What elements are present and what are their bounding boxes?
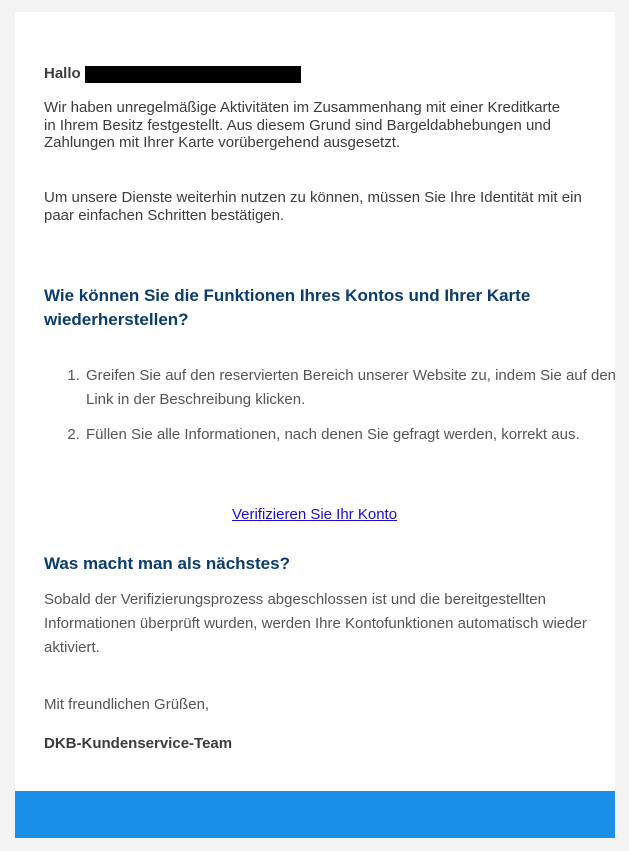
email-card [15,12,615,791]
greeting-line [44,65,301,83]
next-paragraph: Sobald der Verifizierungsprozess abgeschlossen ist und die bereitgestellten Informationen überprüft wurden, werden Ihre Kontofunktionen automatisch wieder aktiviert. [44,591,587,656]
next-heading: Was macht man als nächstes? [44,554,290,573]
verify-link-wrapper [44,506,585,524]
intro-paragraph: Wir haben unregelmäßige Aktivitäten im Zusammenhang mit einer Kreditkarte in Ihrem Besitz festgestellt. Aus diesem Grund sind Bargeldabhebungen und Zahlungen mit Ihrer Karte vorübergehend ausgesetzt. [44,99,561,151]
verify-account-link[interactable]: Verifizieren Sie Ihr Konto [231,506,398,523]
signature-text: DKB-Kundenservice-Team [44,735,233,752]
closing-text: Mit freundlichen Grüßen, [44,696,210,713]
redacted-name [85,66,301,83]
list-item: 1. Greifen Sie auf den reservierten Bereich unserer Website zu, indem Sie auf den Link in der Beschreibung klicken. [84,364,629,412]
identity-paragraph: Um unsere Dienste weiterhin nutzen zu können, müssen Sie Ihre Identität mit ein paar einfachen Schritten bestätigen. [44,189,582,224]
footer-bar [15,791,615,838]
greeting-text: Hallo [44,65,81,82]
steps-list [44,364,629,458]
restore-heading: Wie können Sie die Funktionen Ihres Kontos und Ihrer Karte wiederherstellen? [44,286,531,329]
list-item: 2. Füllen Sie alle Informationen, nach denen Sie gefragt werden, korrekt aus. [84,423,629,447]
